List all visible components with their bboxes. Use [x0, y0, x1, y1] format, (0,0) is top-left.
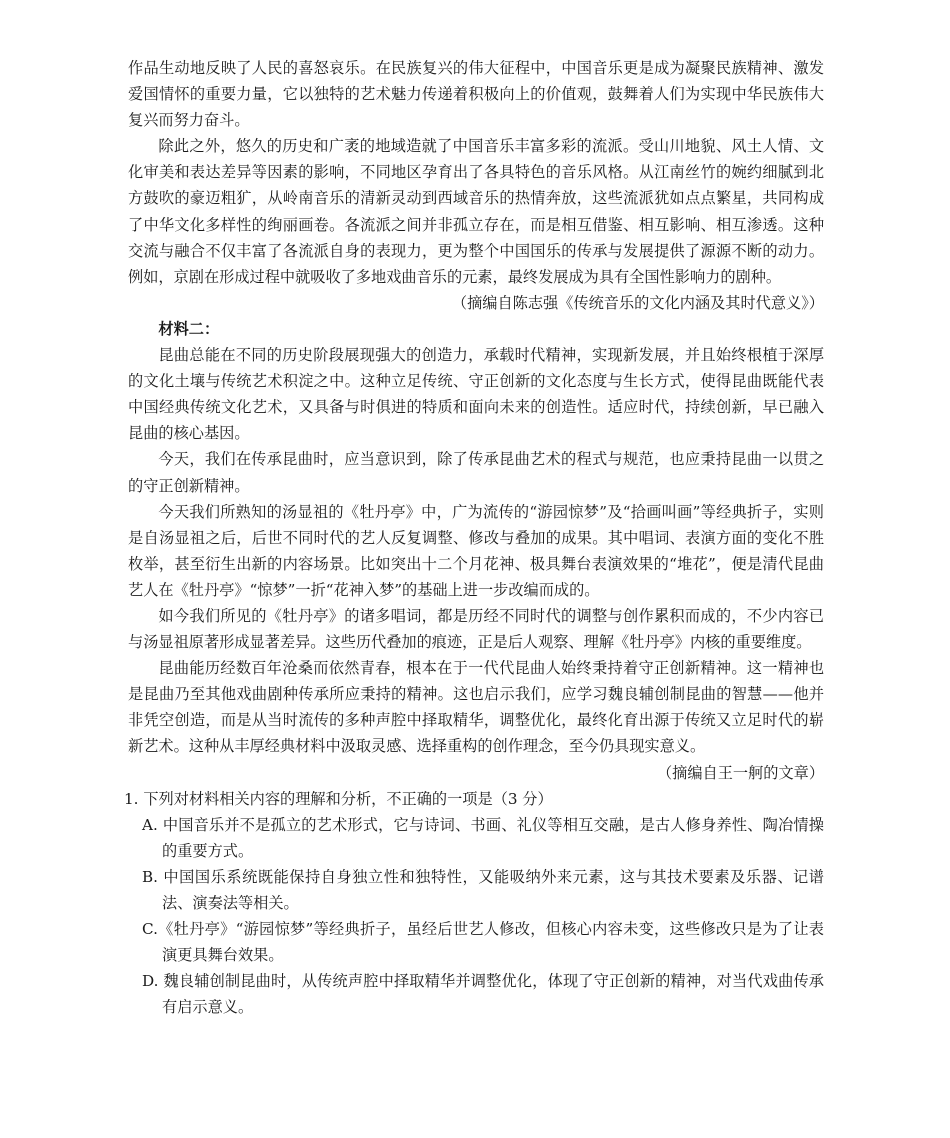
- material-two-heading: 材料二：: [158, 319, 220, 338]
- option-c[interactable]: C.《牡丹亭》“游园惊梦”等经典折子，虽经后世艺人修改，但核心内容未变，这些修改只是为了让表演更具舞台效果。: [142, 920, 824, 965]
- material-one-source: （摘编自陈志强《传统音乐的文化内涵及其时代意义》）: [451, 293, 824, 312]
- material-two-paragraph-3: 今天我们所熟知的汤显祖的《牡丹亭》中，广为流传的“游园惊梦”及“拾画叫画”等经典折子，实则是自汤显祖之后，后世不同时代的艺人反复调整、修改与叠加的成果。其中唱词、表演方面的变化不胜枚举，甚至衍生出新的内容场景。比如突出十二个月花神、极具舞台表演效果的“堆花”，便是清代昆曲艺人在《牡丹亭》“惊梦”一折“花神入梦”的基础上进一步改编而成的。: [128, 502, 824, 599]
- option-b[interactable]: B. 中国国乐系统既能保持自身独立性和独特性，又能吸纳外来元素，这与其技术要素及乐器、记谱法、演奏法等相关。: [142, 867, 824, 912]
- question-stem: 1. 下列对材料相关内容的理解和分析，不正确的一项是（3 分）: [124, 789, 553, 808]
- material-two-source: （摘编自王一舸的文章）: [656, 763, 824, 782]
- material-one-paragraph-2: 除此之外，悠久的历史和广袤的地域造就了中国音乐丰富多彩的流派。受山川地貌、风土人情、文化审美和表达差异等因素的影响，不同地区孕育出了各具特色的音乐风格。从江南丝竹的婉约细腻到北方鼓吹的豪迈粗犷，从岭南音乐的清新灵动到西域音乐的热情奔放，这些流派犹如点点繁星，共同构成了中华文化多样性的绚丽画卷。各流派之间并非孤立存在，而是相互借鉴、相互影响、相互渗透。这种交流与融合不仅丰富了各流派自身的表现力，更为整个中国国乐的传承与发展提供了源源不断的动力。例如，京剧在形成过程中就吸收了多地戏曲音乐的元素，最终发展成为具有全国性影响力的剧种。: [128, 137, 824, 286]
- option-a[interactable]: A. 中国音乐并不是孤立的艺术形式，它与诗词、书画、礼仪等相互交融，是古人修身养性、陶冶情操的重要方式。: [142, 815, 824, 860]
- option-d[interactable]: D. 魏良辅创制昆曲时，从传统声腔中择取精华并调整优化，体现了守正创新的精神，对当代戏曲传承有启示意义。: [142, 972, 824, 1017]
- material-two-paragraph-1: 昆曲总能在不同的历史阶段展现强大的创造力，承载时代精神，实现新发展，并且始终根植于深厚的文化土壤与传统艺术积淀之中。这种立足传统、守正创新的文化态度与生长方式，使得昆曲既能代表中国经典传统文化艺术，又具备与时俱进的特质和面向未来的创造性。适应时代，持续创新，早已融入昆曲的核心基因。: [128, 346, 824, 443]
- material-one-paragraph-1: 作品生动地反映了人民的喜怒哀乐。在民族复兴的伟大征程中，中国音乐更是成为凝聚民族精神、激发爱国情怀的重要力量，它以独特的艺术魅力传递着积极向上的价值观，鼓舞着人们为实现中华民族伟大复兴而努力奋斗。: [128, 59, 824, 130]
- material-two-paragraph-5: 昆曲能历经数百年沧桑而依然青春，根本在于一代代昆曲人始终秉持着守正创新精神。这一精神也是昆曲乃至其他戏曲剧种传承所应秉持的精神。这也启示我们，应学习魏良辅创制昆曲的智慧——他并非凭空创造，而是从当时流传的多种声腔中择取精华，调整优化，最终化育出源于传统又立足时代的崭新艺术。这种从丰厚经典材料中汲取灵感、选择重构的创作理念，至今仍具现实意义。: [128, 659, 824, 756]
- material-two-paragraph-2: 今天，我们在传承昆曲时，应当意识到，除了传承昆曲艺术的程式与规范，也应秉持昆曲一以贯之的守正创新精神。: [128, 450, 824, 495]
- material-two-paragraph-4: 如今我们所见的《牡丹亭》的诸多唱词，都是历经不同时代的调整与创作累积而成的，不少内容已与汤显祖原著形成显著差异。这些历代叠加的痕迹，正是后人观察、理解《牡丹亭》内核的重要维度。: [128, 606, 824, 652]
- exam-page: [124, 55, 824, 1020]
